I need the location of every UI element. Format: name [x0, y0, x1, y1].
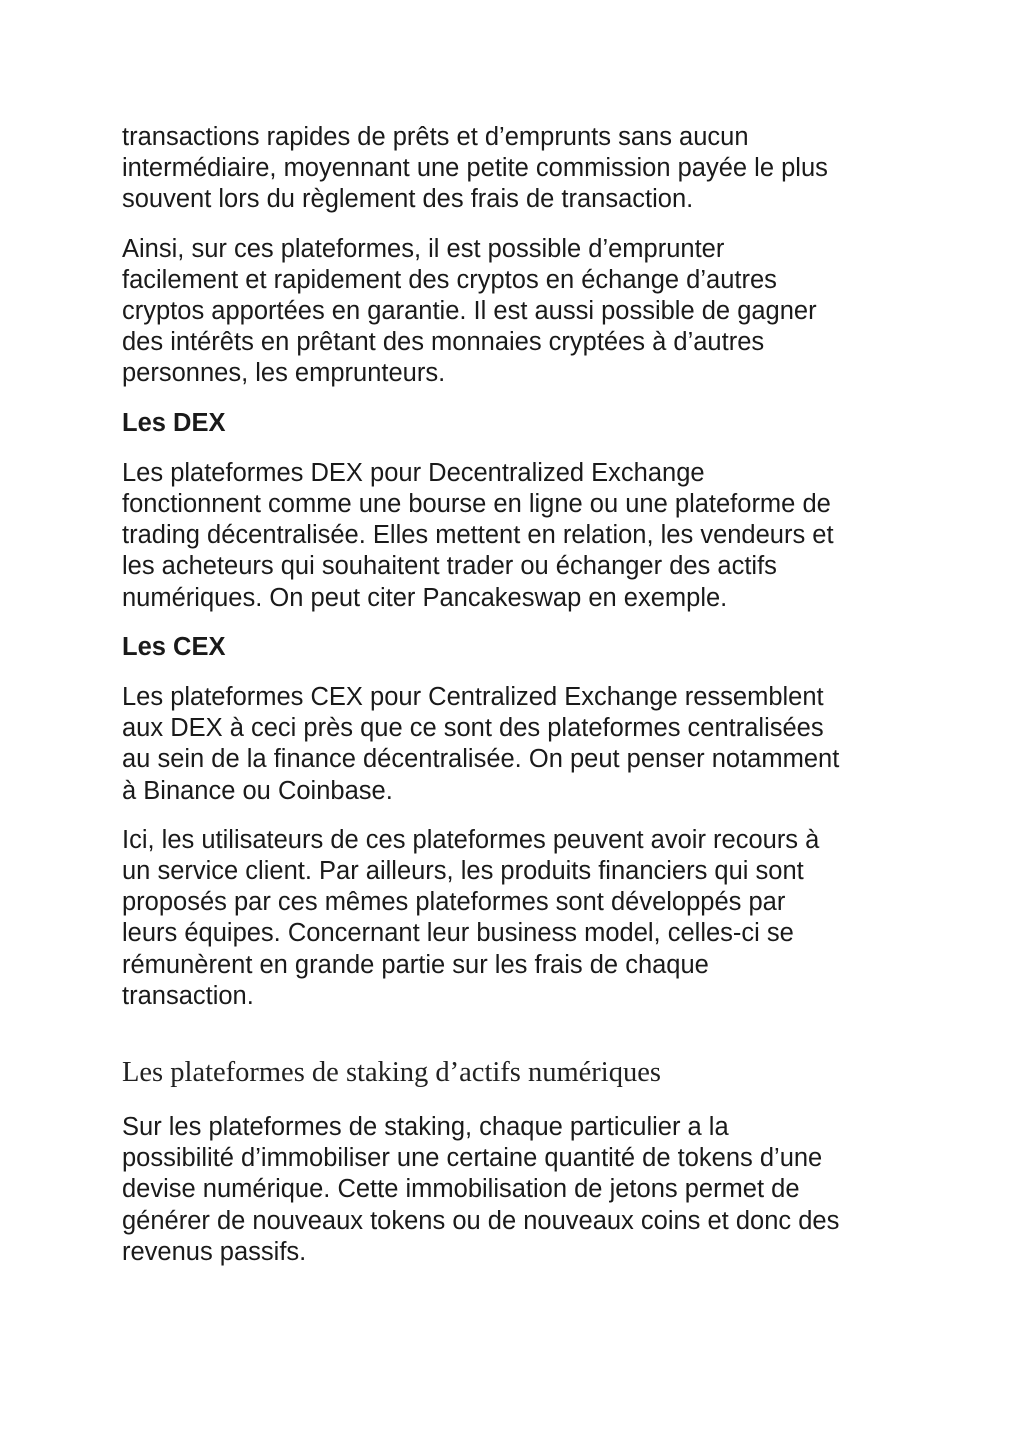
text-line: Les plateformes CEX pour Centralized Exchange ressemblent — [122, 683, 824, 712]
subheading-cex: Les CEX — [122, 632, 226, 661]
text-line: un service client. Par ailleurs, les produits financiers qui sont — [122, 857, 804, 886]
text-line: revenus passifs. — [122, 1237, 307, 1266]
text-line: facilement et rapidement des cryptos en échange d’autres — [122, 265, 777, 294]
text-line: intermédiaire, moyennant une petite commission payée le plus — [122, 154, 828, 183]
text-line: devise numérique. Cette immobilisation de jetons permet de — [122, 1175, 800, 1204]
paragraph-lending-details — [122, 234, 902, 390]
text-line: personnes, les emprunteurs. — [122, 359, 446, 388]
paragraph-lending-intro — [122, 122, 902, 216]
text-line: les acheteurs qui souhaitent trader ou échanger des actifs — [122, 552, 777, 581]
paragraph-cex — [122, 682, 902, 807]
text-line: Ici, les utilisateurs de ces plateformes peuvent avoir recours à — [122, 825, 820, 854]
text-line: Sur les plateformes de staking, chaque particulier a la — [122, 1113, 729, 1142]
text-line: leurs équipes. Concernant leur business model, celles-ci se — [122, 919, 794, 948]
subheading-dex: Les DEX — [122, 408, 226, 437]
text-line: générer de nouveaux tokens ou de nouveaux coins et donc des — [122, 1206, 840, 1235]
paragraph-cex-details — [122, 825, 902, 1012]
text-line: transactions rapides de prêts et d’emprunts sans aucun — [122, 123, 749, 151]
text-line: rémunèrent en grande partie sur les frais de chaque — [122, 950, 709, 979]
text-line: possibilité d’immobiliser une certaine quantité de tokens d’une — [122, 1144, 823, 1173]
page-content — [122, 122, 902, 1286]
text-line: au sein de la finance décentralisée. On peut penser notamment — [122, 745, 840, 774]
text-line: Les plateformes DEX pour Decentralized Exchange — [122, 458, 705, 487]
text-line: trading décentralisée. Elles mettent en relation, les vendeurs et — [122, 521, 834, 550]
paragraph-staking — [122, 1112, 902, 1268]
text-line: numériques. On peut citer Pancakeswap en exemple. — [122, 583, 728, 612]
text-line: Ainsi, sur ces plateformes, il est possible d’emprunter — [122, 234, 725, 263]
text-line: transaction. — [122, 981, 254, 1010]
text-line: souvent lors du règlement des frais de transaction. — [122, 185, 694, 214]
paragraph-dex — [122, 458, 902, 614]
section-title-staking: Les plateformes de staking d’actifs numériques — [122, 1057, 661, 1089]
text-line: aux DEX à ceci près que ce sont des plateformes centralisées — [122, 714, 824, 743]
text-line: fonctionnent comme une bourse en ligne ou une plateforme de — [122, 490, 831, 519]
text-line: à Binance ou Coinbase. — [122, 776, 393, 805]
text-line: cryptos apportées en garantie. Il est aussi possible de gagner — [122, 297, 817, 326]
text-line: des intérêts en prêtant des monnaies cryptées à d’autres — [122, 328, 765, 357]
text-line: proposés par ces mêmes plateformes sont développés par — [122, 888, 786, 917]
